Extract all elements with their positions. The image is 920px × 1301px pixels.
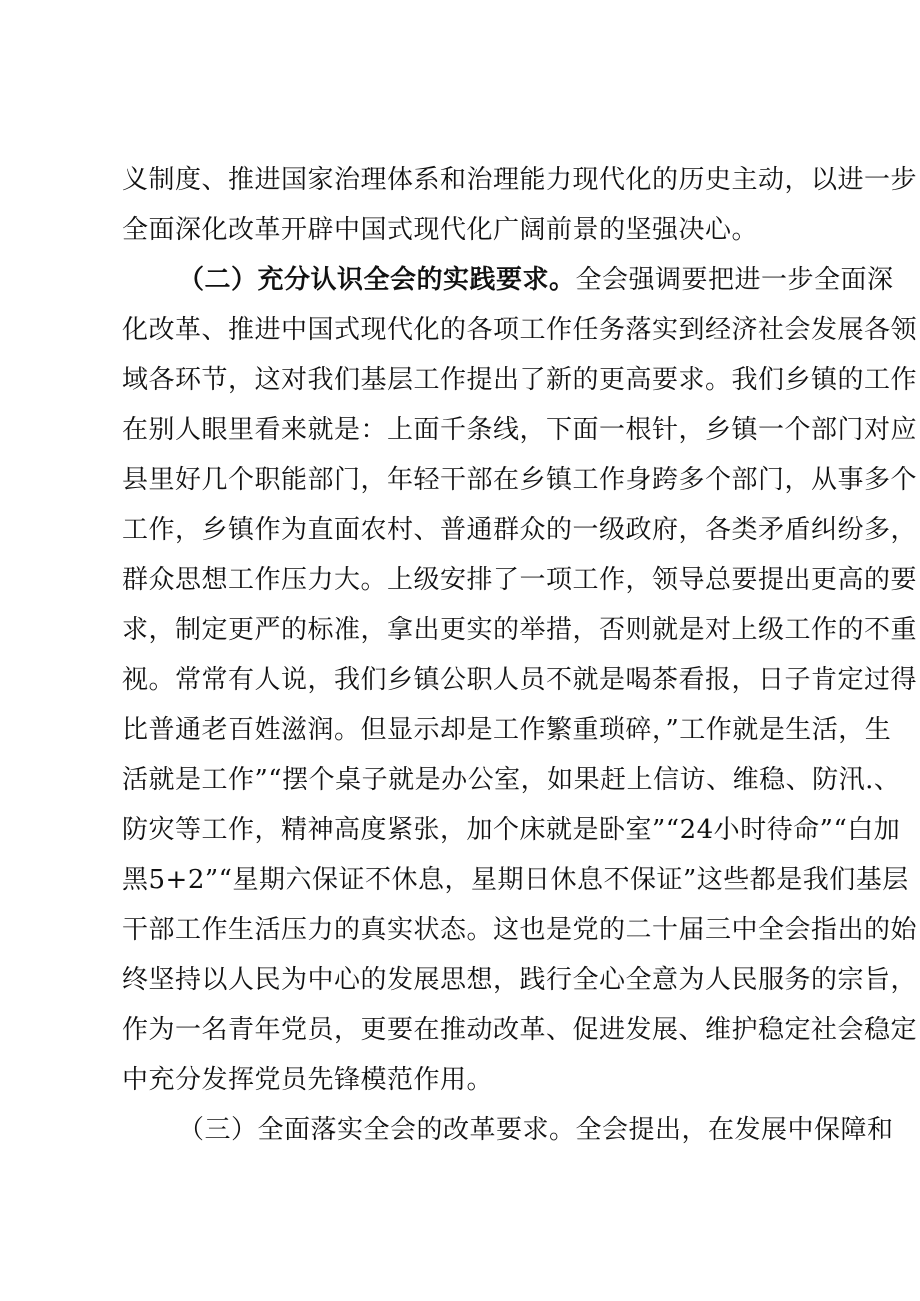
paragraph-line: 活就是工作”“摆个桌子就是办公室，如果赶上信访、维稳、防汛.、 xyxy=(122,765,901,795)
paragraph-line: 作为一名青年党员，更要在推动改革、促进发展、维护稳定社会稳定 xyxy=(122,1015,918,1045)
paragraph-line: 群众思想工作压力大。上级安排了一项工作，领导总要提出更高的要 xyxy=(122,565,918,595)
paragraph-line: 县里好几个职能部门，年轻干部在乡镇工作身跨多个部门，从事多个 xyxy=(122,465,918,495)
paragraph-line: 中充分发挥党员先锋模范作用。 xyxy=(122,1065,494,1095)
paragraph-line: 化改革、推进中国式现代化的各项工作任务落实到经济社会发展各领 xyxy=(122,315,918,345)
paragraph-line: 终坚持以人民为中心的发展思想，践行全心全意为人民服务的宗旨， xyxy=(122,965,918,995)
paragraph-line: 干部工作生活压力的真实状态。这也是党的二十届三中全会指出的始 xyxy=(122,915,918,945)
paragraph-line: 黑5+2”“星期六保证不休息，星期日休息不保证”这些都是我们基层 xyxy=(122,865,909,895)
paragraph-line: 在别人眼里看来就是：上面千条线，下面一根针，乡镇一个部门对应 xyxy=(122,415,918,445)
paragraph-line: 全面深化改革开辟中国式现代化广阔前景的坚强决心。 xyxy=(122,215,759,245)
paragraph-line: 防灾等工作，精神高度紧张，加个床就是卧室”“24小时待命”“白加 xyxy=(122,815,901,845)
paragraph-line: 求，制定更严的标准，拿出更实的举措，否则就是对上级工作的不重 xyxy=(122,615,918,645)
paragraph-line: 工作，乡镇作为直面农村、普通群众的一级政府，各类矛盾纠纷多， xyxy=(122,515,918,545)
paragraph-line: 义制度、推进国家治理体系和治理能力现代化的历史主动，以进一步 xyxy=(122,165,918,195)
paragraph-line: 比普通老百姓滋润。但显示却是工作繁重琐碎，”工作就是生活，生 xyxy=(122,715,892,745)
section-2-first-line-text: 全会强调要把进一步全面深 xyxy=(575,265,894,295)
section-2-heading: （二）充分认识全会的实践要求。 xyxy=(178,265,576,295)
paragraph-line: 视。常常有人说，我们乡镇公职人员不就是喝茶看报，日子肯定过得 xyxy=(122,665,918,695)
section-2-first-line xyxy=(178,262,894,298)
section-3-first-line: （三）全面落实全会的改革要求。全会提出，在发展中保障和 xyxy=(178,1115,894,1145)
paragraph-line: 域各环节，这对我们基层工作提出了新的更高要求。我们乡镇的工作 xyxy=(122,365,918,395)
